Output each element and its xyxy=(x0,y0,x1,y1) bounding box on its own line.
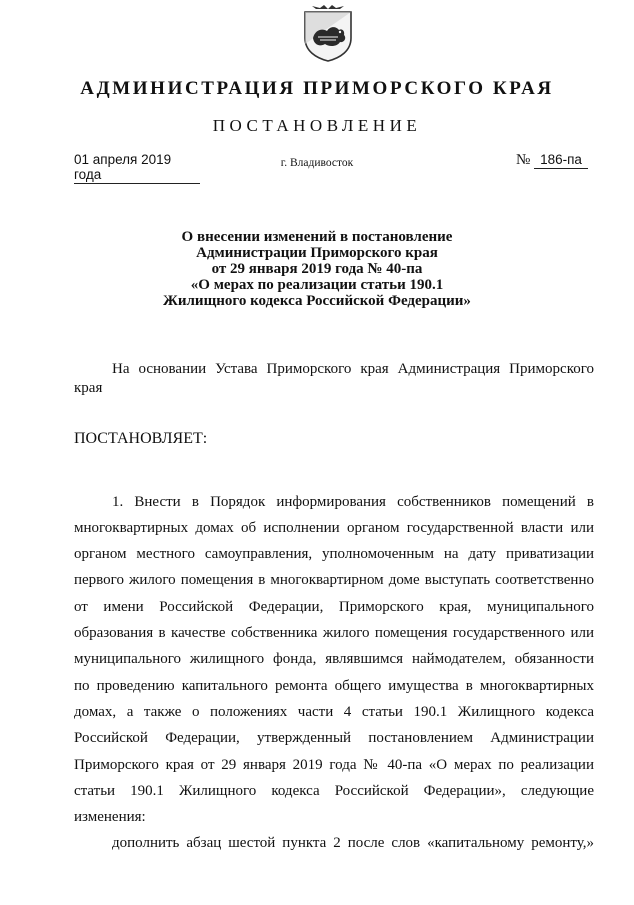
item-line: статьи 190.1 Жилищного кодекса Российской Федерации», следующие xyxy=(74,783,594,799)
document-title xyxy=(0,229,634,309)
item-line: Приморского края от 29 января 2019 года № 40-па «О мерах по реализации xyxy=(74,757,594,773)
coat-of-arms-icon xyxy=(302,4,354,62)
item-line: многоквартирных домах об исполнении органом государственной власти или xyxy=(74,520,594,536)
document-date: 01 апреля 2019 года xyxy=(74,152,200,184)
item-line: от имени Российской Федерации, Приморского края, муниципального xyxy=(74,599,594,615)
resolve-heading: ПОСТАНОВЛЯЕТ: xyxy=(74,430,208,447)
item-line: Российской Федерации, утвержденный постановлением Администрации xyxy=(74,730,594,746)
title-line: О внесении изменений в постановление xyxy=(181,229,453,245)
document-city: г. Владивосток xyxy=(280,157,354,169)
preamble-line: края xyxy=(74,380,103,396)
item-line: образования в качестве собственника жилого помещения государственного или xyxy=(74,625,594,641)
subitem-line: дополнить абзац шестой пункта 2 после слов «капитальному ремонту,» xyxy=(112,835,594,851)
item-line: первого жилого помещения в многоквартирном доме выступать соответственно xyxy=(74,572,594,588)
preamble-line: На основании Устава Приморского края Администрация Приморского xyxy=(112,361,594,377)
document-type: ПОСТАНОВЛЕНИЕ xyxy=(212,116,422,135)
number-sign: № xyxy=(516,152,531,168)
title-line: «О мерах по реализации статьи 190.1 xyxy=(190,277,444,293)
document-number xyxy=(516,152,588,169)
number-value: 186-па xyxy=(534,152,588,169)
item-line: 1. Внести в Порядок информирования собственников помещений в xyxy=(112,494,594,510)
item-line: органом местного самоуправления, уполномоченным на дату приватизации xyxy=(74,546,594,562)
item-line: по проведению капитального ремонта общего имущества в многоквартирных xyxy=(74,678,594,694)
organization-name: АДМИНИСТРАЦИЯ ПРИМОРСКОГО КРАЯ xyxy=(80,78,554,99)
item-line: изменения: xyxy=(74,809,146,825)
item-line: домах, а также о положениях части 4 статьи 190.1 Жилищного кодекса xyxy=(74,704,594,720)
title-line: Администрации Приморского края xyxy=(196,245,438,261)
title-line: Жилищного кодекса Российской Федерации» xyxy=(163,293,471,309)
item-line: муниципального жилищного фонда, являвшимся наймодателем, обязанности xyxy=(74,651,594,667)
title-line: от 29 января 2019 года № 40-па xyxy=(211,261,423,277)
